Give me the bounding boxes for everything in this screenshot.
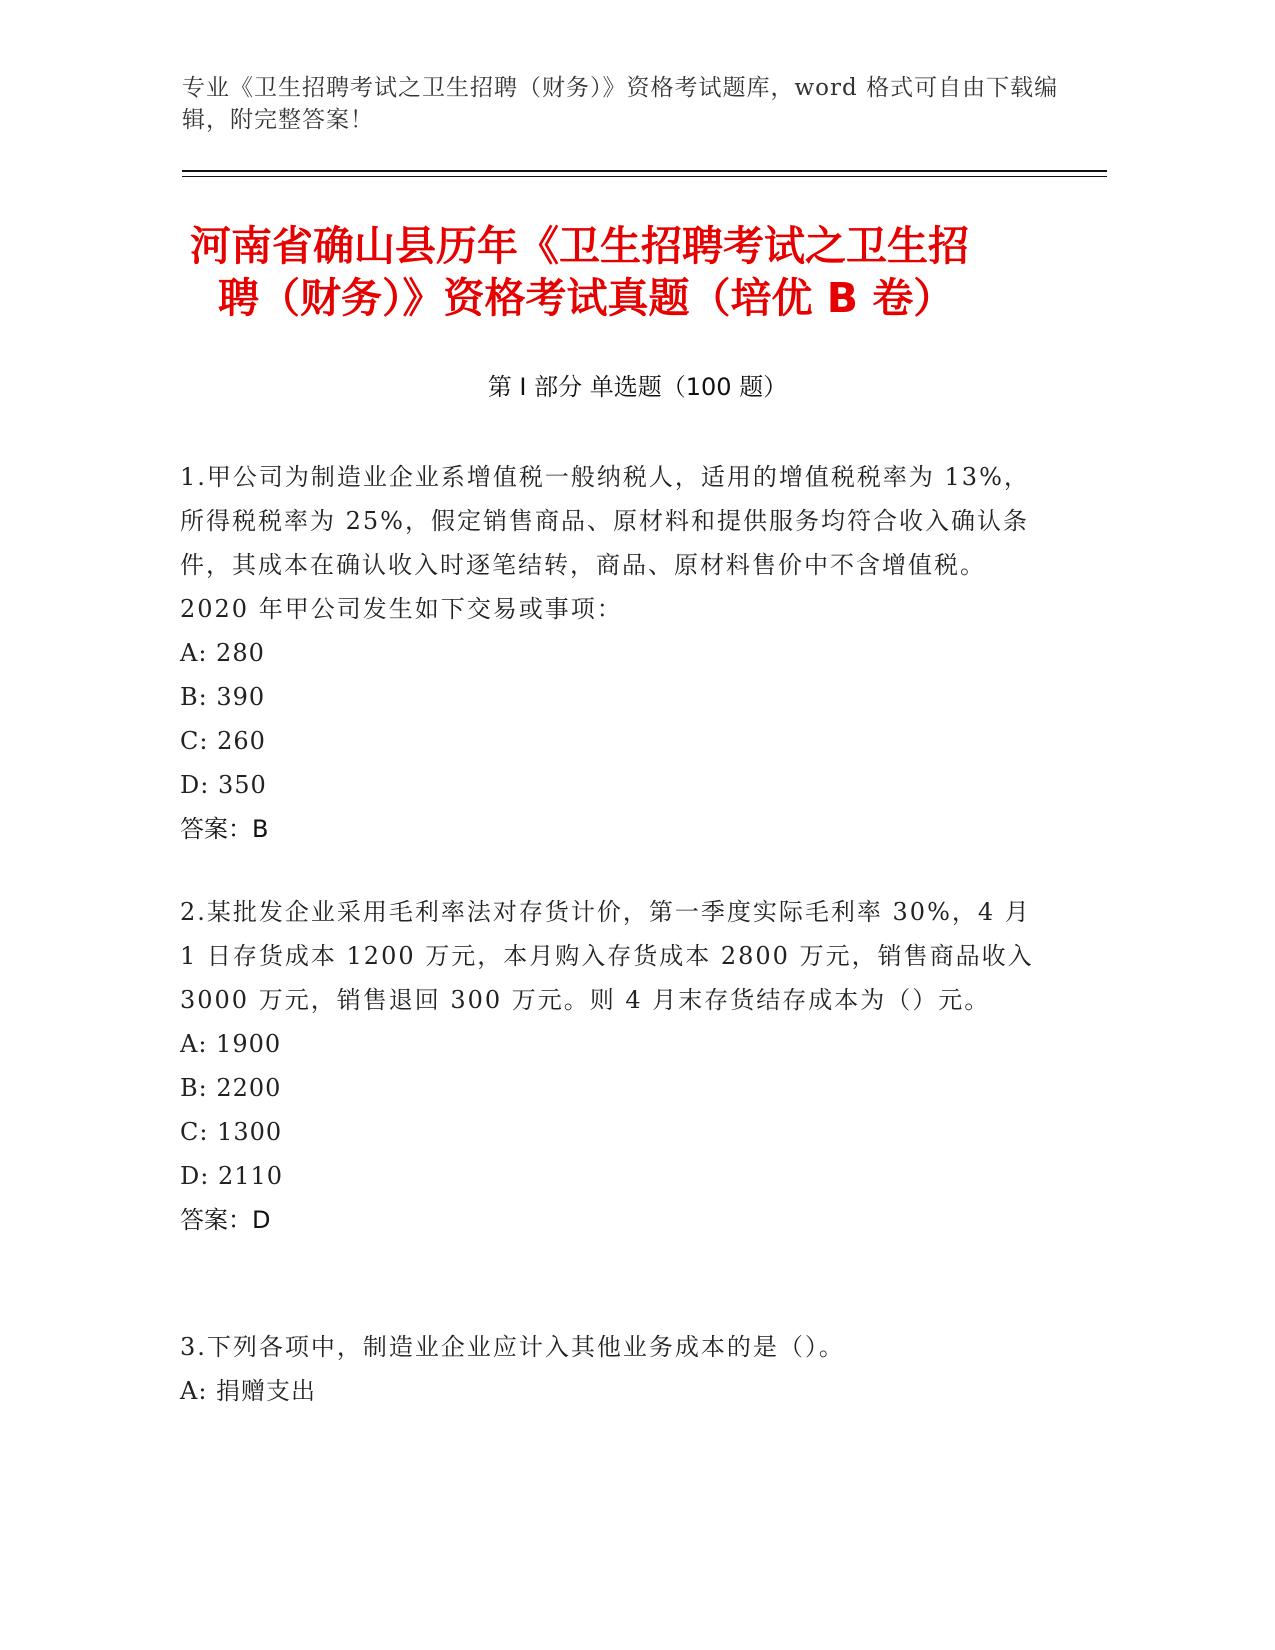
option-a: A: 捐赠支出 xyxy=(180,1377,317,1405)
document-title-line-2: 聘（财务）》资格考试真题（培优 B 卷） xyxy=(218,274,955,322)
option-b: B: 2200 xyxy=(180,1074,282,1102)
header-divider-thin xyxy=(182,176,1107,177)
option-a: A: 1900 xyxy=(180,1030,282,1058)
option-c: C: 260 xyxy=(180,727,266,755)
question-stem: 1.甲公司为制造业企业系增值税一般纳税人，适用的增值税税率为 13%，所得税税率为 25%，假定销售商品、原材料和提供服务均符合收入确认条件，其成本在确认收入时逐笔结转，商品、原材料售价中不含增值税。2020 年甲公司发生如下交易或事项： xyxy=(180,463,1030,623)
question-stem: 3.下列各项中，制造业企业应计入其他业务成本的是（）。 xyxy=(180,1333,845,1361)
question-2 xyxy=(180,890,1050,1242)
option-b: B: 390 xyxy=(180,683,266,711)
option-c: C: 1300 xyxy=(180,1118,283,1146)
header-divider-thick xyxy=(182,170,1107,172)
answer: 答案：B xyxy=(180,815,269,843)
question-1 xyxy=(180,455,1050,851)
question-stem: 2.某批发企业采用毛利率法对存货计价，第一季度实际毛利率 30%，4 月 1 日存货成本 1200 万元，本月购入存货成本 2800 万元，销售商品收入 3000 万元，销售退回 300 万元。则 4 月末存货结存成本为（）元。 xyxy=(180,898,1034,1014)
section-title: 第 I 部分 单选题（100 题） xyxy=(487,373,788,401)
document-title xyxy=(190,220,1070,324)
option-d: D: 2110 xyxy=(180,1162,284,1190)
option-d: D: 350 xyxy=(180,771,267,799)
document-title-line-1: 河南省确山县历年《卫生招聘考试之卫生招 xyxy=(190,222,969,270)
question-3 xyxy=(180,1325,1050,1413)
option-a: A: 280 xyxy=(180,639,265,667)
answer: 答案：D xyxy=(180,1206,271,1234)
header-note: 专业《卫生招聘考试之卫生招聘（财务）》资格考试题库，word 格式可自由下载编辑，附完整答案！ xyxy=(182,75,1059,133)
